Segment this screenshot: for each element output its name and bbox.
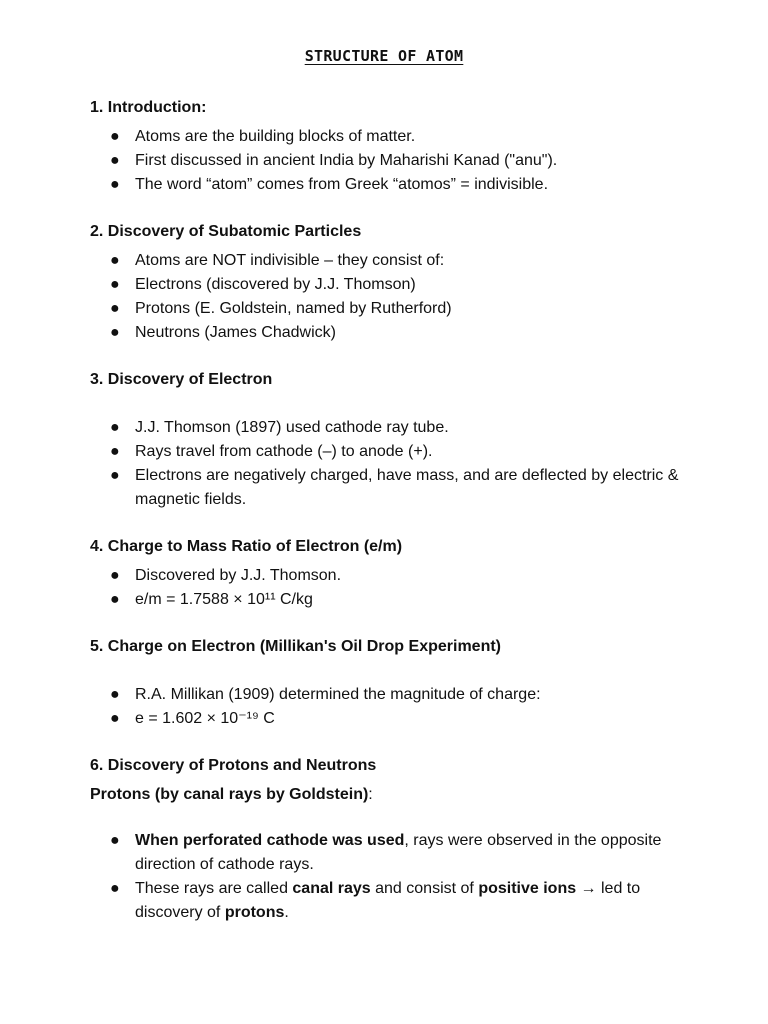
document-body — [90, 96, 680, 925]
list-item: ● Atoms are the building blocks of matter. — [90, 125, 680, 149]
section-subheading: Protons (by canal rays by Goldstein): — [90, 786, 373, 803]
bullet-icon: ● — [110, 686, 120, 703]
bullet-icon: ● — [110, 880, 120, 897]
list-item: ● Discovered by J.J. Thomson. — [90, 564, 680, 588]
list-item: ● First discussed in ancient India by Maharishi Kanad ("anu"). — [90, 149, 680, 173]
section-heading: 1. Introduction: — [90, 99, 207, 116]
list-item: ● Electrons (discovered by J.J. Thomson) — [90, 273, 680, 297]
list-item: ● e/m = 1.7588 × 10¹¹ C/kg — [90, 588, 680, 612]
bullet-list — [90, 125, 680, 197]
bullet-icon: ● — [110, 252, 120, 269]
list-item: ● These rays are called canal rays and consist of positive ions → led to discovery of protons. — [90, 877, 680, 925]
bullet-icon: ● — [110, 152, 120, 169]
bullet-list — [90, 416, 680, 512]
bullet-icon: ● — [110, 176, 120, 193]
page-title: STRUCTURE OF ATOM — [304, 47, 464, 65]
bullet-icon: ● — [110, 419, 120, 436]
bullet-list — [90, 829, 680, 925]
bullet-icon: ● — [110, 710, 120, 727]
list-item: ● R.A. Millikan (1909) determined the magnitude of charge: — [90, 683, 680, 707]
section-heading: 4. Charge to Mass Ratio of Electron (e/m) — [90, 538, 403, 555]
bullet-icon: ● — [110, 832, 120, 849]
list-item: ● J.J. Thomson (1897) used cathode ray tube. — [90, 416, 680, 440]
section-heading: 2. Discovery of Subatomic Particles — [90, 223, 362, 240]
list-item: ● Rays travel from cathode (–) to anode (+). — [90, 440, 680, 464]
bullet-list — [90, 564, 680, 612]
list-item: ● Neutrons (James Chadwick) — [90, 321, 680, 345]
list-item: ● Electrons are negatively charged, have mass, and are deflected by electric & magnetic fields. — [90, 464, 680, 512]
bullet-list — [90, 683, 680, 731]
bullet-icon: ● — [110, 300, 120, 317]
bullet-list — [90, 249, 680, 345]
bullet-icon: ● — [110, 324, 120, 341]
bullet-icon: ● — [110, 128, 120, 145]
bullet-icon: ● — [110, 591, 120, 608]
bullet-icon: ● — [110, 443, 120, 460]
bullet-icon: ● — [110, 467, 120, 484]
list-item: ● e = 1.602 × 10⁻¹⁹ C — [90, 707, 680, 731]
list-item: ● Protons (E. Goldstein, named by Rutherford) — [90, 297, 680, 321]
bullet-icon: ● — [110, 567, 120, 584]
list-item: ● When perforated cathode was used, rays were observed in the opposite direction of cathode rays. — [90, 829, 680, 877]
list-item: ● Atoms are NOT indivisible – they consist of: — [90, 249, 680, 273]
section-heading: 3. Discovery of Electron — [90, 371, 273, 388]
section-heading: 5. Charge on Electron (Millikan's Oil Drop Experiment) — [90, 638, 501, 655]
bullet-icon: ● — [110, 276, 120, 293]
section-heading: 6. Discovery of Protons and Neutrons — [90, 757, 377, 774]
list-item: ● The word “atom” comes from Greek “atomos” = indivisible. — [90, 173, 680, 197]
